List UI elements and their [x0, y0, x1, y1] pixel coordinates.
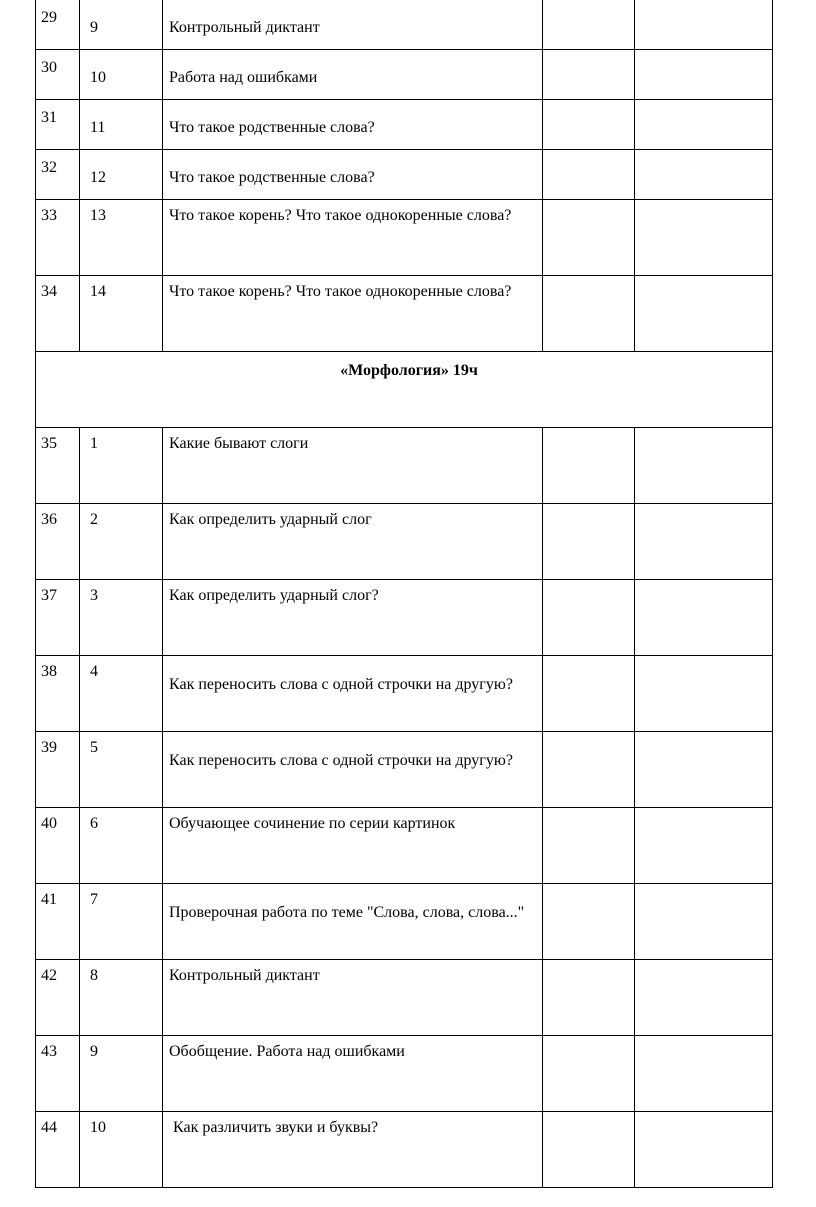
topic-cell: Обобщение. Работа над ошибками	[163, 1036, 543, 1112]
empty-cell	[543, 0, 635, 50]
lesson-plan-table	[35, 0, 773, 1188]
lesson-number-cell: 4	[80, 656, 163, 732]
table-row	[36, 960, 773, 1036]
row-number-cell: 39	[36, 732, 80, 808]
lesson-number-cell: 14	[80, 276, 163, 352]
row-number-cell: 34	[36, 276, 80, 352]
row-number-cell: 35	[36, 428, 80, 504]
table-row	[36, 150, 773, 200]
row-number-cell: 32	[36, 150, 80, 200]
topic-cell: Что такое родственные слова?	[163, 100, 543, 150]
empty-cell	[635, 1036, 773, 1112]
topic-cell: Проверочная работа по теме "Слова, слова, слова..."	[163, 884, 543, 960]
empty-cell	[635, 808, 773, 884]
lesson-number-cell: 9	[80, 1036, 163, 1112]
table-row	[36, 884, 773, 960]
topic-cell: Что такое корень? Что такое однокоренные слова?	[163, 200, 543, 276]
empty-cell	[635, 100, 773, 150]
row-number-cell: 40	[36, 808, 80, 884]
lesson-number-cell: 1	[80, 428, 163, 504]
empty-cell	[635, 580, 773, 656]
table-row	[36, 0, 773, 50]
topic-cell: Как переносить слова с одной строчки на другую?	[163, 732, 543, 808]
lesson-number-cell: 2	[80, 504, 163, 580]
section-header-cell	[36, 352, 773, 428]
topic-cell: Работа над ошибками	[163, 50, 543, 100]
topic-cell: Обучающее сочинение по серии картинок	[163, 808, 543, 884]
lesson-number-cell: 10	[80, 1112, 163, 1188]
empty-cell	[635, 884, 773, 960]
topic-cell: Какие бывают слоги	[163, 428, 543, 504]
table-row	[36, 276, 773, 352]
empty-cell	[543, 732, 635, 808]
table-row	[36, 580, 773, 656]
lesson-number-cell: 12	[80, 150, 163, 200]
row-number-cell: 31	[36, 100, 80, 150]
empty-cell	[635, 200, 773, 276]
empty-cell	[543, 504, 635, 580]
row-number-cell: 42	[36, 960, 80, 1036]
topic-cell: Что такое корень? Что такое однокоренные слова?	[163, 276, 543, 352]
lesson-number-cell: 13	[80, 200, 163, 276]
empty-cell	[635, 656, 773, 732]
lesson-number-cell: 7	[80, 884, 163, 960]
topic-cell: Как определить ударный слог?	[163, 580, 543, 656]
table-row	[36, 428, 773, 504]
empty-cell	[635, 960, 773, 1036]
lesson-number-cell: 3	[80, 580, 163, 656]
empty-cell	[543, 50, 635, 100]
empty-cell	[543, 1112, 635, 1188]
empty-cell	[543, 276, 635, 352]
empty-cell	[543, 808, 635, 884]
empty-cell	[635, 276, 773, 352]
table-row	[36, 808, 773, 884]
table-row	[36, 200, 773, 276]
empty-cell	[635, 732, 773, 808]
row-number-cell: 37	[36, 580, 80, 656]
section-header-row	[36, 352, 773, 428]
lesson-number-cell: 8	[80, 960, 163, 1036]
table-row	[36, 732, 773, 808]
empty-cell	[543, 656, 635, 732]
empty-cell	[635, 1112, 773, 1188]
empty-cell	[543, 884, 635, 960]
topic-cell: Как различить звуки и буквы?	[163, 1112, 543, 1188]
empty-cell	[543, 580, 635, 656]
topic-cell: Как определить ударный слог	[163, 504, 543, 580]
table-row	[36, 50, 773, 100]
section-title: «Морфология» 19ч	[340, 362, 478, 379]
topic-cell: Контрольный диктант	[163, 960, 543, 1036]
empty-cell	[543, 428, 635, 504]
lesson-number-cell: 10	[80, 50, 163, 100]
topic-cell: Как переносить слова с одной строчки на другую?	[163, 656, 543, 732]
topic-cell: Что такое родственные слова?	[163, 150, 543, 200]
empty-cell	[543, 960, 635, 1036]
empty-cell	[635, 0, 773, 50]
row-number-cell: 41	[36, 884, 80, 960]
table-row	[36, 1112, 773, 1188]
table-row	[36, 100, 773, 150]
lesson-number-cell: 6	[80, 808, 163, 884]
topic-cell: Контрольный диктант	[163, 0, 543, 50]
row-number-cell: 44	[36, 1112, 80, 1188]
empty-cell	[635, 150, 773, 200]
empty-cell	[635, 50, 773, 100]
empty-cell	[543, 200, 635, 276]
lesson-number-cell: 9	[80, 0, 163, 50]
empty-cell	[635, 428, 773, 504]
empty-cell	[543, 100, 635, 150]
row-number-cell: 29	[36, 0, 80, 50]
table-row	[36, 656, 773, 732]
empty-cell	[635, 504, 773, 580]
lesson-number-cell: 5	[80, 732, 163, 808]
row-number-cell: 36	[36, 504, 80, 580]
row-number-cell: 30	[36, 50, 80, 100]
row-number-cell: 33	[36, 200, 80, 276]
lesson-number-cell: 11	[80, 100, 163, 150]
table-row	[36, 504, 773, 580]
empty-cell	[543, 1036, 635, 1112]
row-number-cell: 38	[36, 656, 80, 732]
table-row	[36, 1036, 773, 1112]
empty-cell	[543, 150, 635, 200]
row-number-cell: 43	[36, 1036, 80, 1112]
